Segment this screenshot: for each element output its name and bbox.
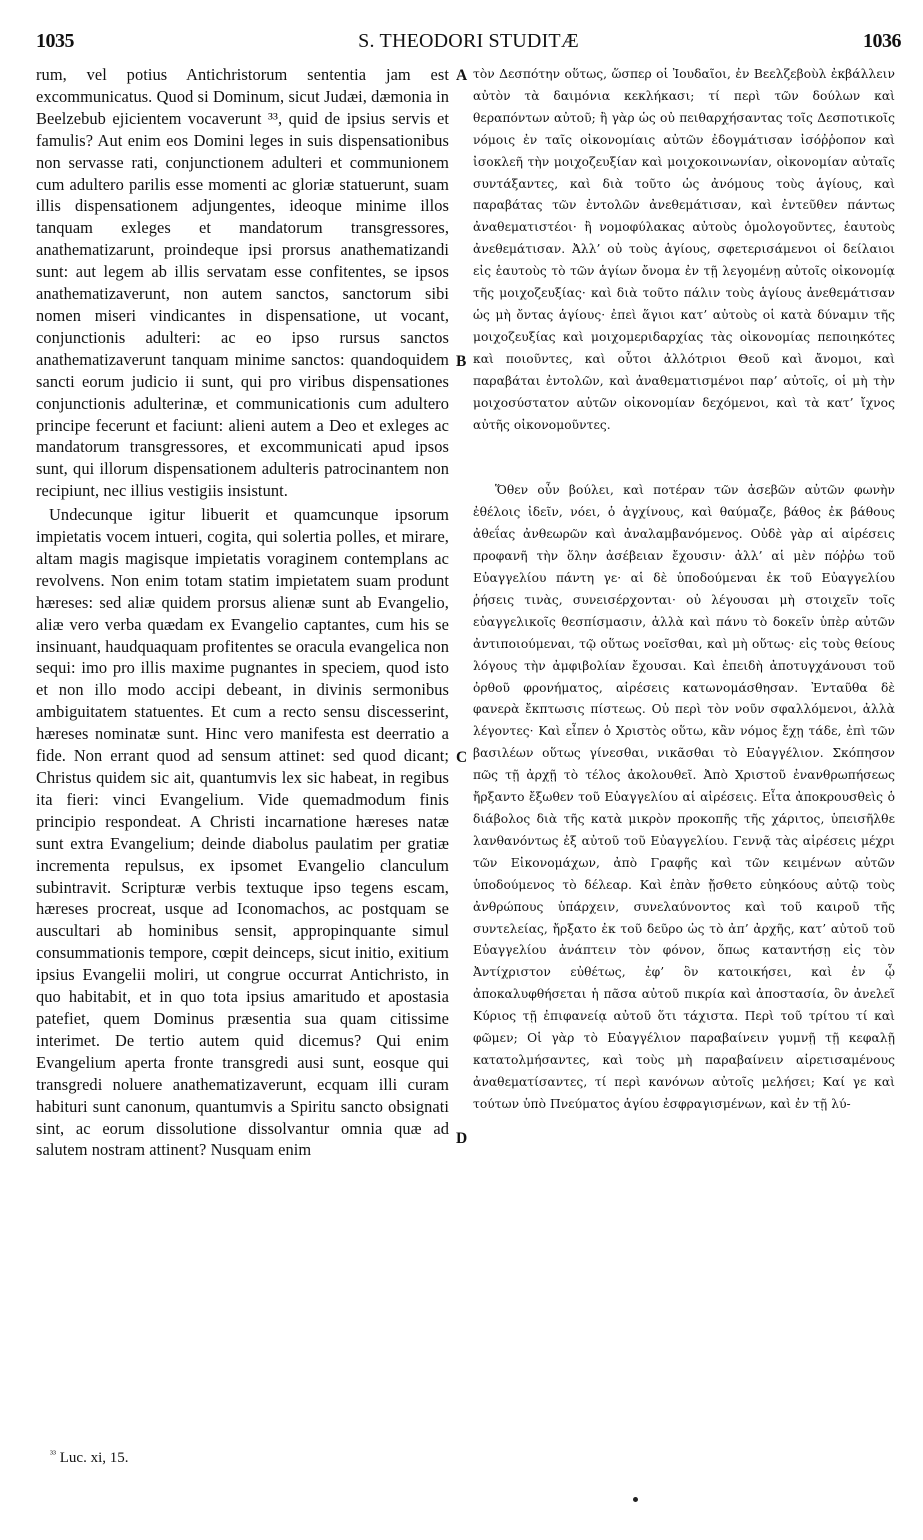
margin-letter-d: D	[456, 1130, 468, 1147]
page-header	[36, 30, 901, 64]
footnote-text: Luc. xi, 15.	[59, 1450, 129, 1466]
ink-speck	[633, 1497, 638, 1502]
footnote	[50, 1449, 129, 1467]
greek-paragraph-1: τὸν Δεσπότην οὕτως, ὥσπερ οἱ Ἰουδαῖοι, ἐν Βεελζεβοὺλ ἐκβάλλειν αὐτὸν τὰ δαιμόνια κεκλήκασι; τί περὶ τῶν δούλων καὶ θεραπόντων αὐτοῦ; ἢ γὰρ ὡς οὐ πειθαρχήσαντας τοῖς Δεσποτικοῖς νόμοις ἐν ταῖς οἰκονομίαις αὐτῶν ἐδογμάτισαν ἰσόῤῥοπον καὶ ἰσοκλεῆ τὴν μοιχοζευξίαν καὶ μοιχοκοινωνίαν, οἰκονομίαν αὐταῖς συντάξαντες, καὶ διὰ τοῦτο ὡς ἀνόμους τοὺς ἁγίους, καὶ παραβάτας τῶν ἐντολῶν ἀνεθεμάτισαν, καὶ ἐντεῦθεν πάντως ἀναθεματιστέοι· ἢ νομοφύλακας αὐτοὺς ὁμολογοῦντες, ἑαυτοὺς ἀνεθεμάτισαν. Ἀλλ’ οὐ τοὺς ἁγίους, σφετερισάμενοι οἱ δείλαιοι εἰς ἑαυτοὺς τὸ τῶν ἁγίων ὄνομα ἐν τῇ λεγομένῃ αὐτοῖς οἰκονομίᾳ τῆς μοιχοζευξίας· καὶ διὰ τοῦτο πάλιν τοὺς ἁγίους ἀνεθεμάτισαν ὡς μὴ ὄντας ἁγίους· ἐπεὶ ἅγιοι κατ’ αὐτοὺς οἱ κατὰ δύναμιν τῆς μοιχοζευξίας καὶ μοιχομεριδαρχίας τὰς οἰκονομίας πεποιηκότες καὶ ποιοῦντες, καὶ οὗτοι ἀλλότριοι Θεοῦ καὶ ἄνομοι, καὶ παραβάται ἐντολῶν, καὶ ἀναθεματισμένοι παρ’ αὐτοῖς, οἱ μὴ τὴν μοιχοσύστατον αὐτῶν οἰκονομίαν δεχόμενοι, καὶ τὰ κατ’ ἴχνος αὐτῆς οἰκονομοῦντες.	[473, 67, 895, 432]
latin-paragraph-2: Undecunque igitur libuerit et quamcunque ipsorum impietatis vocem intueri, cogita, qui solertia polles, et mirare, altam magis magisque impietatis voraginem contemplans ac revolvens. Non enim totam statim impietatem suam produnt hæreses: sed aliæ quidem prorsus alienæ sunt ab Evangelio, aliæ vero verba quædam ex Evangelio captantes, cum his se insinuant, haudquaquam profitentes se oracula evangelica non sequi: imo pro illis maxime pugnantes in speciem, quod isto et non illo modo accipi debeant, in divinis sermonibus ambiguitatem statuentes. Et cum a recto sensu discesserint, hæreses nominatæ sunt. Hinc vero manifesta est deerratio a fide. Non errant quod ad sensum attinet: sed quod dicant; Christus quidem sic ait, quantumvis lex sic habeat, in regibus ita fieri: vinci Evangelium. Vide quemadmodum finis principio respondeat. A Christi incarnatione hæreses natæ sunt extra Evangelium; deinde diabolus paulatim per gratiæ incrementa repulsus, ex ipsomet Evangelio clanculum subintravit. Scripturæ verbis textuque ipso tegens escam, hæreses procreat, usque ad Iconomachos, ac postquam se auscultari ab hominibus sensit, appropinquante simul consummationis tempore, cœpit deinceps, sicut initio, exitium ipsius Evangelii moliri, ut congrue occurrat Antichristo, in quo habitabit, et in quo tota ipsius amaritudo et apostasia patefiet, quem Dominus præsentia sua quam citissime interimet. De tertio autem quid dicemus? Qui enim Evangelium aperta fronte transgredi ausi sunt, eosque qui transgredi noluere anathematizaverunt, ecquam illi curam habituri sunt canonum, quantumvis a Spiritu sancto obsignati sint, ac eorum dissolutione dissolvantur omnia quæ ad salutem nostram attinent? Nusquam enim	[36, 505, 449, 1160]
page-number-right: 1036	[863, 30, 901, 52]
margin-letter-b: B	[456, 353, 467, 370]
greek-paragraph-2: Ὅθεν οὖν βούλει, καὶ ποτέραν τῶν ἀσεβῶν αὐτῶν φωνὴν ἐθέλοις ἰδεῖν, νόει, ὁ ἀγχίνους, καὶ θαύμαζε, βάθος ἐκ βάθους ἀθεΐας ἀνθεωρῶν καὶ ἀναλαμβανόμενος. Οὐδὲ γὰρ αἱ αἱρέσεις προφανῆ τὴν ὅλην ἀσέβειαν ἔχουσιν· ἀλλ’ αἱ μὲν πόῤῥω τοῦ Εὐαγγελίου πάντη γε· αἱ δὲ ὑποδούμεναι ἐκ τοῦ Εὐαγγελίου ῥήσεις τινὰς, συνεισέρχονται· οὐ λέγουσαι μὴ στοιχεῖν τοῖς εὐαγγελικοῖς θεσπίσμασιν, ἀλλὰ καὶ πάνυ τὸ δοκεῖν ὑπὲρ αὐτῶν ἀντιποιούμεναι, τῷ οὕτως νοεῖσθαι, καὶ μὴ οὕτως· εἰς τοὺς θείους λόγους τὴν ἀμφιβολίαν ἔχουσαι. Καὶ ἐπειδὴ ἀποτυγχάνουσι τοῦ ὀρθοῦ φρονήματος, αἱρέσεις κατωνομάσθησαν. Ἐνταῦθα δὲ φανερὰ ἔκπτωσις πίστεως. Οὐ περὶ τὸν νοῦν σφαλλόμενοι, ἀλλὰ λέγοντες· Καὶ εἶπεν ὁ Χριστὸς οὕτω, κἂν νόμος ἔχῃ τάδε, ἐπὶ τῶν βασιλέων οὕτως γίνεσθαι, νικᾶσθαι τὸ Εὐαγγέλιον. Σκόπησον πῶς τῇ ἀρχῇ τὸ τέλος ἀκολουθεῖ. Ἀπὸ Χριστοῦ ἐνανθρωπήσεως ἤρξαντο ἔξωθεν τοῦ Εὐαγγελίου αἱ αἱρέσεις. Εἶτα ἀποκρουσθεὶς ὁ διάβολος διὰ τῆς κατὰ μικρὸν προκοπῆς τῆς χάριτος, ὑπεισῆλθε λανθανόντως ἐξ αὐτοῦ τοῦ Εὐαγγελίου. Γεννᾷ τὰς αἱρέσεις μέχρι τῶν Εἰκονομάχων, ἀπὸ Γραφῆς καὶ τῶν κειμένων αὐτῶν ὑποδούμενος τὸ δέλεαρ. Καὶ ἐπὰν ᾔσθετο εὐηκόους αὐτῷ τοὺς ἀνθρώπους ὑπάρχειν, συνελαύνοντος καὶ τοῦ καιροῦ τῆς συντελείας, ἤρξατο ἐκ τοῦ δεῦρο ὡς τὸ ἀπ’ ἀρχῆς, κατ’ αὐτοῦ τοῦ Εὐαγγελίου ἀνάπτειν τὸν φόνον, ὅπως καταντήσῃ εἰς τὸν Ἀντίχριστον εὐθέτως, ἐφ’ ὃν κατοικήσει, καὶ ἐν ᾧ ἀποκαλυφθήσεται ἡ πᾶσα αὐτοῦ πικρία καὶ ἀποστασία, ὃν ἀνελεῖ Κύριος τῇ ἐπιφανείᾳ αὐτοῦ ὅτι τάχιστα. Περὶ τοῦ τρίτου τί καὶ φῶμεν; Οἱ γὰρ τὸ Εὐαγγέλιον παραβαίνειν γυμνῇ τῇ κεφαλῇ κατατολμήσαντες, καὶ τοὺς μὴ παραβαίνειν αἱρετισαμένους ἀναθεματίσαντες, τί περὶ κανόνων αὐτοῖς μελήσει; Καί γε καὶ τούτων ὑπὸ Πνεύματος ἁγίου ἐσφραγισμένων, καὶ ἐν τῇ λύ-	[473, 483, 895, 1111]
latin-column	[36, 64, 449, 1161]
page-number-left: 1035	[36, 30, 74, 52]
margin-letter-a: A	[456, 67, 468, 84]
footnote-mark: ³³	[50, 1449, 56, 1460]
margin-letter-c: C	[456, 749, 468, 766]
running-title: S. THEODORI STUDITÆ	[358, 30, 579, 52]
greek-column	[473, 64, 895, 1116]
latin-paragraph-1: rum, vel potius Antichristorum sententia jam est excommunicatus. Quod si Dominum, sicut Judæi, dæmonia in Beelzebub ejicientem vocaverunt ³³, quid de ipsius servis et famulis? Aut enim eos Domini leges in suis dispensationibus non servasse rati, conjunctionem adulteri et communionem cum adultero parilis esse momenti ac gloriæ statuerunt, suam illis dispensationem adjungentes, ideoque minime illos tanquam exleges et mandatorum transgressores, anathematizarunt, proindeque ipsi prorsus anathematizandi sunt: aut legem ab illis servatam esse confitentes, se ipsos anathematizaverunt, non autem sanctos, sanctorum sibi nomen miseri vindicantes in dispensatione, ut vocant, conjunctionis adulteri: ac eo ipso rursus sanctos anathematizaverunt tanquam minime sanctos: quandoquidem sancti eorum judicio ii sunt, qui pro viribus dispensationes conjunctionis adulterinæ, et communicationis cum adultero principe fecerunt et faciunt: alieni autem a Deo et exleges ac mandatorum transgressores, et excommunicati apud ipsos sunt, qui illorum dispensationem adulteris patrocinantem non recipiunt, nec illius vestigiis insistunt.	[36, 65, 449, 501]
